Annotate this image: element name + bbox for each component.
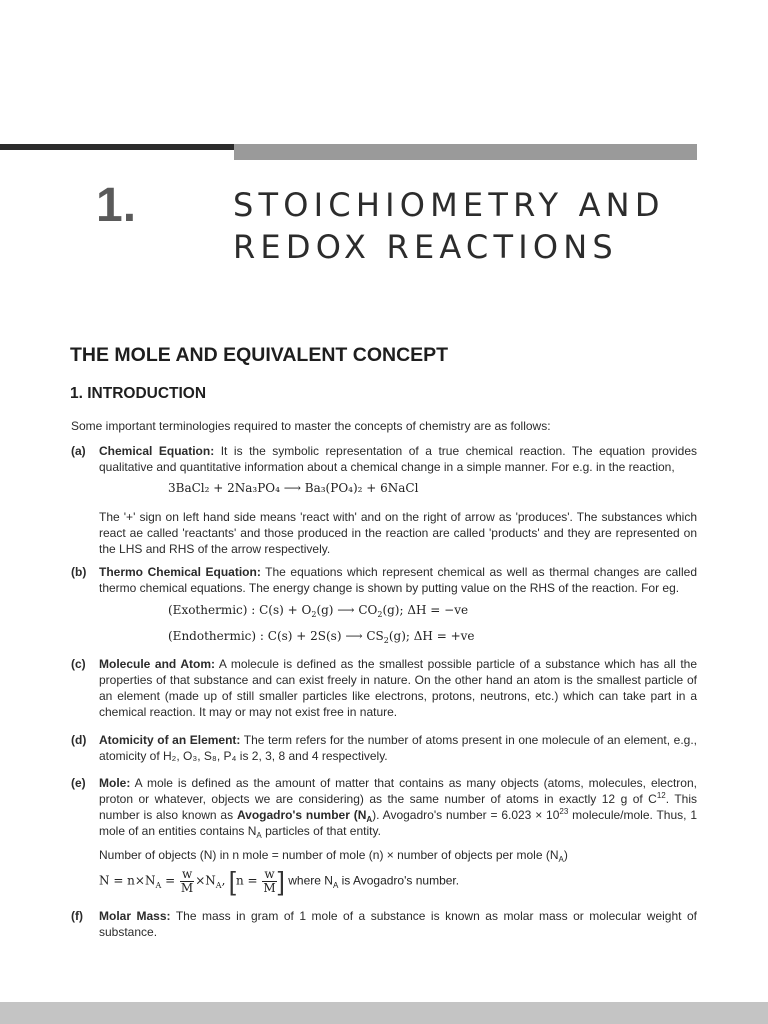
- item-label: (f): [71, 909, 83, 923]
- eq-part: (g) ⟶ CO: [316, 603, 378, 617]
- item-text: [99, 656, 697, 720]
- subsection-title: 1. INTRODUCTION: [70, 385, 207, 402]
- item-label: (a): [71, 444, 86, 458]
- footer-bar: [0, 1002, 768, 1024]
- numerator: w: [264, 867, 275, 881]
- eq-part: (g); ΔH = −ve: [382, 603, 469, 617]
- eq-part: (Endothermic) : C(s) + 2S(s) ⟶ CS: [168, 629, 384, 643]
- item-description: molecule/mole. Thus, 1 mole of an entities contains N: [99, 808, 698, 838]
- item-mole: [71, 775, 697, 839]
- eq-subscript: 2: [383, 636, 389, 645]
- eq-part: (g); ΔH = +ve: [388, 629, 475, 643]
- numerator: w: [181, 867, 193, 881]
- item-description: ). Avogadro's number = 6.023 × 10: [372, 808, 560, 822]
- subscript: A: [256, 831, 262, 840]
- formula-part: where N: [284, 873, 333, 888]
- chapter-title-line-2: REDOX REACTIONS: [233, 228, 618, 266]
- item-atomicity: [71, 732, 697, 764]
- superscript: 23: [559, 807, 569, 816]
- formula-part: N = n×N: [99, 873, 156, 888]
- item-term: Chemical Equation:: [99, 444, 215, 458]
- item-molecule-and-atom: [71, 656, 697, 720]
- item-label: (b): [71, 565, 87, 579]
- subscript: A: [155, 881, 162, 891]
- item-label: (e): [71, 776, 86, 790]
- equation-bacl2: 3BaCl₂ + 2Na₃PO₄ ⟶ Ba₃(PO₄)₂ + 6NaCl: [168, 481, 419, 495]
- denominator: M: [180, 881, 194, 895]
- item-description: The equations which represent chemical as well as thermal changes are called thermo chemical equations. The energy change is shown by putting value on the RHS of the reaction. For eg.: [99, 565, 697, 595]
- item-molar-mass: [71, 908, 697, 940]
- eq-subscript: 2: [377, 610, 383, 619]
- left-bracket-icon: [: [228, 866, 236, 896]
- reactants-products-paragraph: The '+' sign on left hand side means 'react with' and on the right of arrow as 'produces'. The substances which react ae called 'reactants' and those produced in the reaction are called 'products' and they are represented on the LHS and RHS of the arrow respectively.: [99, 510, 697, 556]
- item-text: [99, 564, 697, 596]
- avogadro-term: Avogadro's number (N: [236, 808, 367, 822]
- item-chemical-equation: [71, 443, 697, 475]
- objects-in-n-mole: [99, 847, 697, 863]
- item-label: (c): [71, 657, 86, 671]
- para-text: Number of objects (N) in n mole = number of mole (n) × number of objects per mole (N: [99, 848, 559, 862]
- item-label: (d): [71, 733, 87, 747]
- para-text: ): [563, 848, 568, 862]
- subscript: A: [332, 881, 339, 891]
- formula-part: is Avogadro's number.: [338, 873, 460, 888]
- item-description: A mole is defined as the amount of matter that contains as many objects (atoms, molecules, electron, proton or whatever, objects we are considering) as the same number of atoms in exactly 12 g of C: [99, 776, 697, 806]
- item-term: Thermo Chemical Equation:: [99, 565, 261, 579]
- subscript: A: [558, 855, 564, 864]
- fraction-w-over-m: [180, 868, 194, 895]
- right-bracket-icon: ]: [277, 866, 285, 896]
- item-thermo-chemical-equation: [71, 564, 697, 596]
- superscript: 12: [656, 791, 666, 800]
- item-text: [99, 443, 697, 475]
- header-rule-dark: [0, 144, 234, 150]
- intro-text: Some important terminologies required to master the concepts of chemistry are as follows:: [71, 419, 551, 433]
- item-text: [99, 732, 697, 764]
- item-text: [99, 908, 697, 940]
- item-term: Atomicity of an Element:: [99, 733, 241, 747]
- item-term: Mole:: [99, 776, 131, 790]
- item-text: [99, 775, 697, 839]
- item-description: It is the symbolic representation of a true chemical reaction. The equation provides qualitative and quantitative information about a chemical change in a simple manner. For e.g. in the reaction,: [99, 444, 697, 474]
- formula-part: ,: [221, 873, 226, 888]
- chapter-number: 1.: [96, 179, 137, 232]
- chapter-title: [233, 184, 703, 268]
- formula-part: =: [161, 873, 179, 888]
- chapter-title-line-1: STOICHIOMETRY AND: [233, 186, 665, 224]
- formula-part: ×N: [195, 873, 216, 888]
- section-title: THE MOLE AND EQUIVALENT CONCEPT: [70, 344, 449, 366]
- item-description: A molecule is defined as the smallest possible particle of a substance which has all the properties of that substance and can exist freely in nature. On the other hand an atom is the smallest particle of an element (made up of still smaller particles like electrons, protons, neutrons, etc.) which can take part in a chemical reaction. It may or may not exist free in nature.: [99, 657, 697, 719]
- eq-part: (Exothermic) : C(s) + O: [168, 603, 312, 617]
- item-description: . This number is also known as: [99, 792, 697, 822]
- equation-endothermic: [168, 629, 475, 643]
- fraction-w-over-m: [262, 868, 276, 895]
- mole-formula: [99, 866, 459, 897]
- item-description: The term refers for the number of atoms present in one molecule of an element, e.g., atomicity of H₂, O₃, S₈, P₄ is 2, 3, 8 and 4 respectively.: [99, 733, 697, 763]
- formula-part: n =: [235, 873, 262, 888]
- denominator: M: [263, 881, 276, 895]
- eq-subscript: 2: [311, 610, 317, 619]
- subscript: A: [366, 815, 373, 824]
- header-rule-grey: [234, 144, 697, 160]
- equation-exothermic: [168, 603, 468, 617]
- subscript: A: [215, 881, 222, 891]
- item-description: The mass in gram of 1 mole of a substance is known as molar mass or molecular weight of substance.: [99, 909, 697, 939]
- item-description: particles of that entity.: [261, 824, 381, 838]
- item-term: Molar Mass:: [99, 909, 171, 923]
- item-term: Molecule and Atom:: [99, 657, 216, 671]
